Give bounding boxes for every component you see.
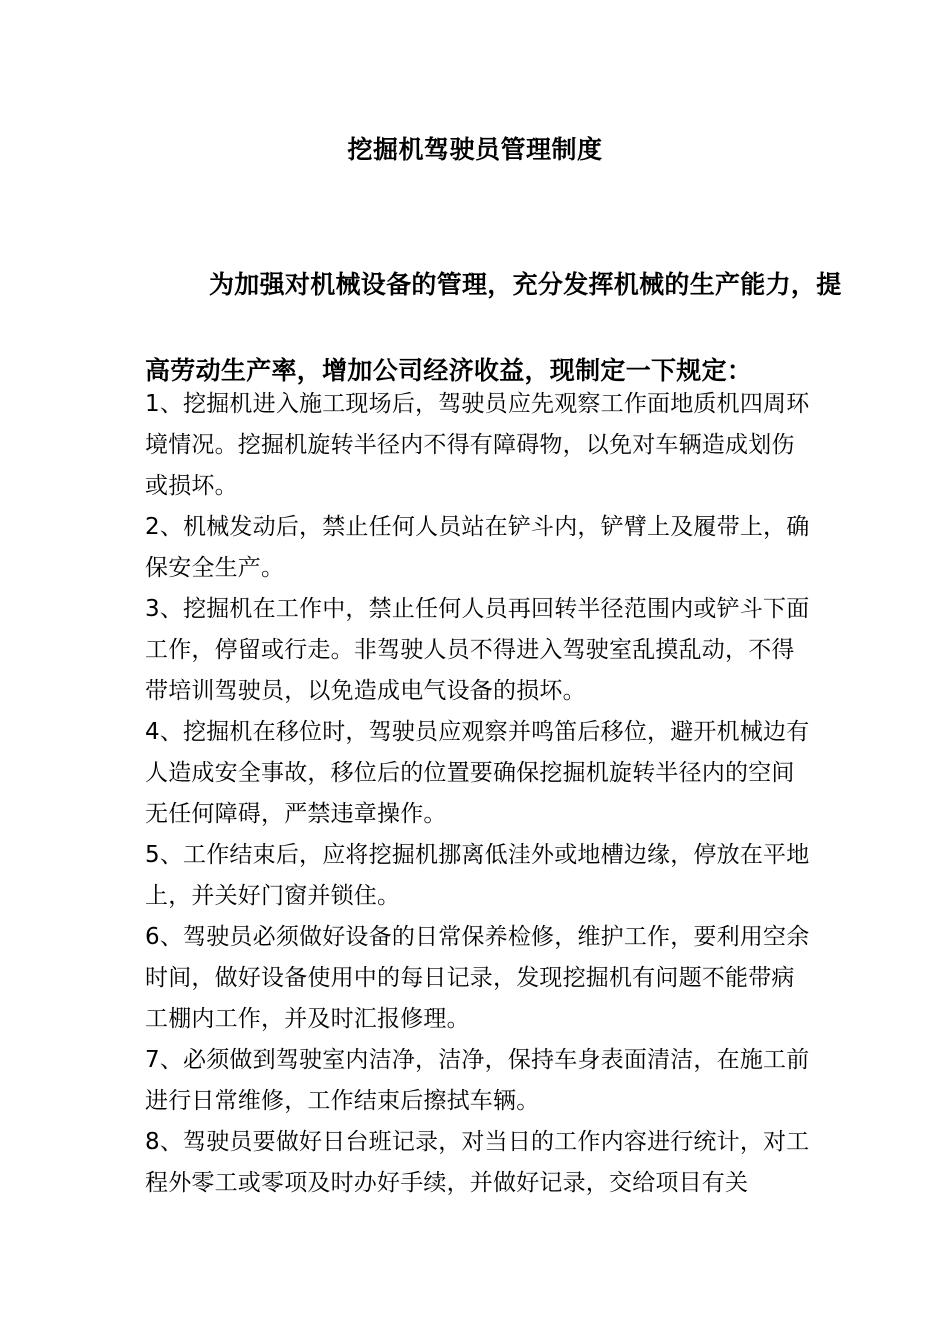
rule-item-7: 7、必须做到驾驶室内洁净，洁净，保持车身表面清洁，在施工前进行日常维修，工作结束后擦拭车辆。 bbox=[145, 1047, 810, 1114]
intro-paragraph: 为加强对机械设备的管理，充分发挥机械的生产能力，提高劳动生产率，增加公司经济收益，现制定一下规定： bbox=[145, 270, 842, 385]
rule-item-1: 1、挖掘机进入施工现场后，驾驶员应先观察工作面地质机四周环境情况。挖掘机旋转半径内不得有障碍物，以免对车辆造成划伤或损坏。 bbox=[145, 391, 810, 499]
rule-item-4: 4、挖掘机在移位时，驾驶员应观察并鸣笛后移位，避开机械边有人造成安全事故，移位后的位置要确保挖掘机旋转半径内的空间无任何障碍，严禁违章操作。 bbox=[145, 719, 810, 827]
rule-item-8: 8、驾驶员要做好日台班记录，对当日的工作内容进行统计，对工程外零工或零项及时办好手续，并做好记录，交给项目有关 bbox=[145, 1129, 810, 1196]
rules-list bbox=[145, 384, 813, 1204]
rule-item-5: 5、工作结束后，应将挖掘机挪离低洼外或地槽边缘，停放在平地上，并关好门窗并锁住。 bbox=[145, 842, 810, 909]
rule-item-6: 6、驾驶员必须做好设备的日常保养检修，维护工作，要利用空余时间，做好设备使用中的每日记录，发现挖掘机有问题不能带病工棚内工作，并及时汇报修理。 bbox=[145, 924, 810, 1032]
document-title: 挖掘机驾驶员管理制度 bbox=[347, 135, 603, 164]
rule-item-2: 2、机械发动后，禁止任何人员站在铲斗内，铲臂上及履带上，确保安全生产。 bbox=[145, 514, 810, 581]
rule-item-3: 3、挖掘机在工作中，禁止任何人员再回转半径范围内或铲斗下面工作，停留或行走。非驾驶人员不得进入驾驶室乱摸乱动，不得带培训驾驶员，以免造成电气设备的损坏。 bbox=[145, 596, 810, 704]
